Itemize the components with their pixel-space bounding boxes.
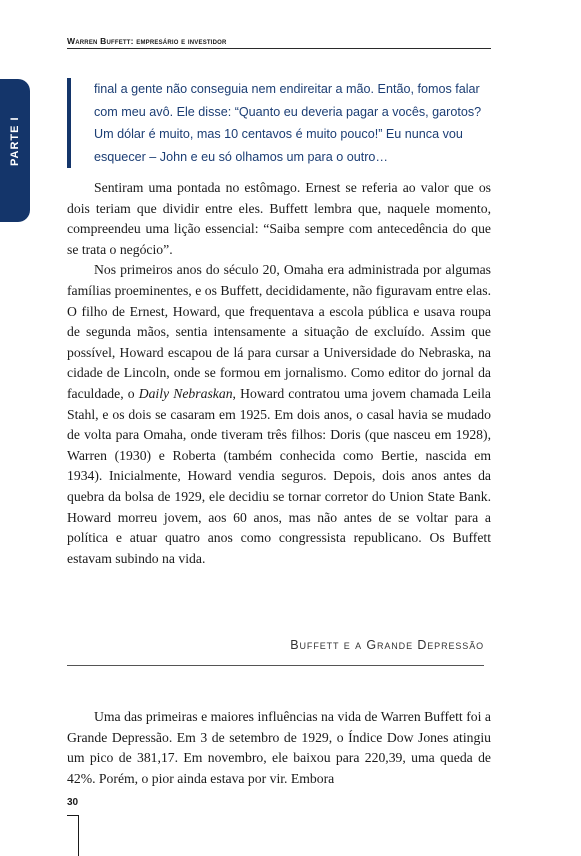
part-tab-label: PARTE I xyxy=(9,116,21,166)
section-divider xyxy=(67,665,484,666)
section-paragraph-1: Uma das primeiras e maiores influências na vida de Warren Buffett foi a Grande Depressão. Em 3 de setembro de 1929, o Índice Dow Jones atingiu um pico de 381,17. Em novembro, ele baixou para 220,39, uma queda de 42%. Porém, o pior ainda estava por vir. Embora xyxy=(67,709,491,786)
page-number: 30 xyxy=(67,797,79,808)
block-quote xyxy=(67,78,491,168)
paragraph-1: Sentiram uma pontada no estômago. Ernest se referia ao valor que os dois teriam que dividir entre eles. Buffett lembra que, naquele momento, compreendeu uma lição essencial: “Saiba sempre com antecedência do que se trata o negócio”. xyxy=(67,180,491,257)
footer-vertical-line xyxy=(78,815,79,856)
running-head: Warren Buffett: empresário e investidor xyxy=(67,36,491,49)
section-heading: Buffett e a Grande Depressão xyxy=(290,638,484,652)
newspaper-title: Daily Nebraskan xyxy=(138,385,233,401)
section-body xyxy=(67,707,491,789)
quote-text: final a gente não conseguia nem endireitar a mão. Então, fomos falar com meu avô. Ele disse: “Quanto eu deveria pagar a vocês, garotos? Um dólar é muito, mas 10 centavos é muito pouco!” Eu nunca vou esquecer – John e eu só olhamos um para o outro… xyxy=(94,82,482,164)
paragraph-2 xyxy=(67,260,491,569)
paragraph-2-part-1: Nos primeiros anos do século 20, Omaha era administrada por algumas famílias proeminentes, e os Buffett, decididamente, não figuravam entre elas. O filho de Ernest, Howard, que frequentava a escola pública e usava roupa de segunda mãos, sentia intensamente a situação de excluído. Assim que possível, Howard escapou de lá para cursar a Universidade do Nebraska, na cidade de Lincoln, onde se formou em jornalismo. Como editor do jornal da faculdade, o xyxy=(67,262,491,401)
paragraph-2-part-2: , Howard contratou uma jovem chamada Leila Stahl, e os dois se casaram em 1925. Em dois anos, o casal havia se mudado de volta para Omaha, onde tiveram três filhos: Doris (que nasceu em 1928), Warren (1930) e Roberta (também conhecida como Bertie, nascida em 1934). Inicialmente, Howard vendia seguros. Depois, dois anos antes da quebra da bolsa de 1929, ele decidiu se tornar corretor do Union State Bank. Howard morreu jovem, aos 60 anos, mas não antes de se voltar para a política e atuar quatro anos como congressista republicano. Os Buffett estavam subindo na vida. xyxy=(67,385,491,566)
body-text xyxy=(67,178,491,569)
